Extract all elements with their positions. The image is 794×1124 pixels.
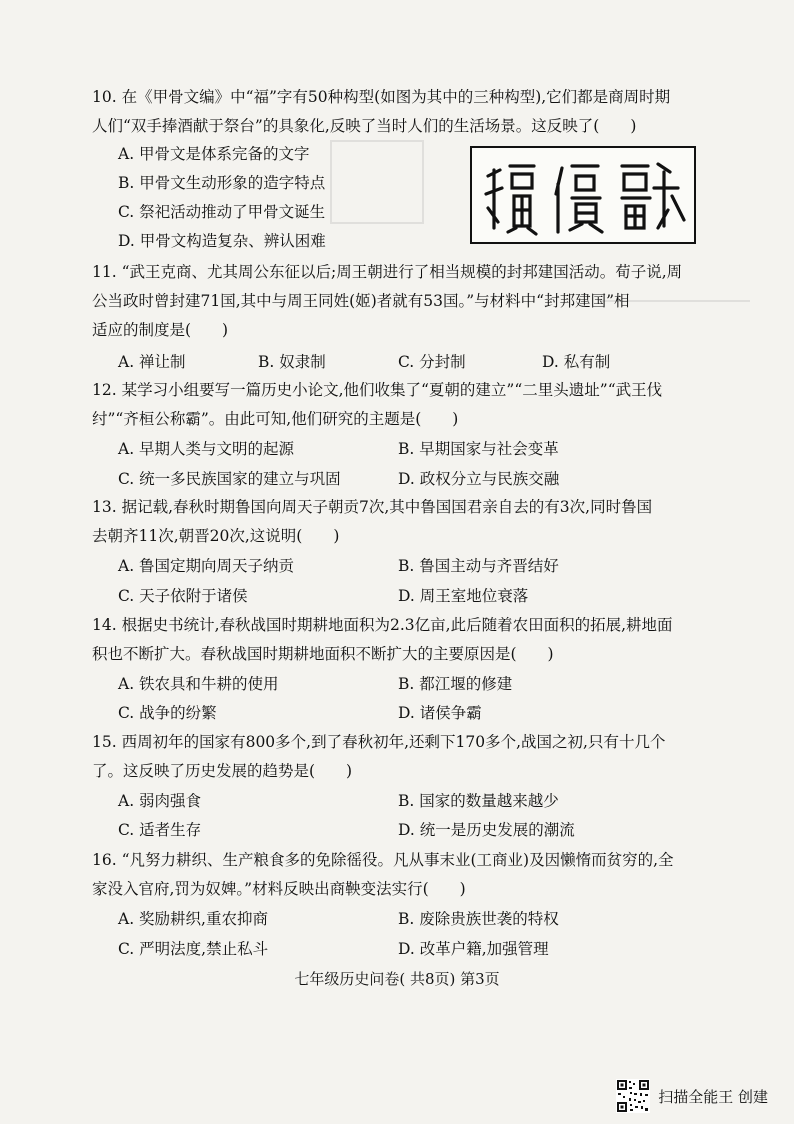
- question-12-stem: [92, 376, 692, 434]
- question-15-stem: [92, 728, 692, 786]
- option-13-b: B. 鲁国主动与齐晋结好: [398, 557, 559, 575]
- stem-line: 14. 根据史书统计,春秋战国时期耕地面积为2.3亿亩,此后随着农田面积的拓展,耕地面: [92, 616, 673, 634]
- stem-line: 家没入官府,罚为奴婢。”材料反映出商鞅变法实行( ): [92, 880, 466, 898]
- option-13-d: D. 周王室地位衰落: [398, 587, 529, 605]
- option-11-a: A. 禅让制: [118, 353, 186, 371]
- option-16-d: D. 改革户籍,加强管理: [398, 940, 549, 958]
- option-13-c: C. 天子依附于诸侯: [118, 587, 248, 605]
- option-10-c: C. 祭祀活动推动了甲骨文诞生: [118, 203, 326, 221]
- option-10-a: A. 甲骨文是体系完备的文字: [118, 145, 310, 163]
- stem-line: 12. 某学习小组要写一篇历史小论文,他们收集了“夏朝的建立”“二里头遗址”“武王伐: [92, 381, 663, 399]
- scanner-watermark: [616, 1076, 768, 1116]
- option-16-c: C. 严明法度,禁止私斗: [118, 940, 269, 958]
- stem-line: 11. “武王克商、尤其周公东征以后;周王朝进行了相当规模的封邦建国活动。荀子说,周: [92, 263, 683, 281]
- scanner-label: 扫描全能王 创建: [658, 1087, 768, 1106]
- stem-line: 人们“双手捧酒献于祭台”的具象化,反映了当时人们的生活场景。这反映了( ): [92, 117, 637, 135]
- option-10-b: B. 甲骨文生动形象的造字特点: [118, 174, 326, 192]
- option-15-b: B. 国家的数量越来越少: [398, 792, 559, 810]
- stem-line: 13. 据记载,春秋时期鲁国向周天子朝贡7次,其中鲁国国君亲自去的有3次,同时鲁国: [92, 498, 653, 516]
- stem-line: 了。这反映了历史发展的趋势是( ): [92, 762, 353, 780]
- stem-line: 16. “凡努力耕织、生产粮食多的免除徭役。凡从事末业(工商业)及因懒惰而贫穷的,全: [92, 851, 674, 869]
- question-11-stem: [92, 258, 692, 345]
- stem-line: 适应的制度是( ): [92, 321, 229, 339]
- option-11-c: C. 分封制: [398, 353, 466, 371]
- question-16-stem: [92, 846, 692, 904]
- option-14-d: D. 诸侯争霸: [398, 704, 482, 722]
- option-14-a: A. 铁农具和牛耕的使用: [118, 675, 279, 693]
- stem-line: 去朝齐11次,朝晋20次,这说明( ): [92, 527, 340, 545]
- option-12-b: B. 早期国家与社会变革: [398, 440, 559, 458]
- option-16-b: B. 废除贵族世袭的特权: [398, 910, 559, 928]
- option-11-b: B. 奴隶制: [258, 353, 326, 371]
- question-13-stem: [92, 493, 692, 551]
- stem-line: 10. 在《甲骨文编》中“福”字有50种构型(如图为其中的三种构型),它们都是商周时期: [92, 88, 671, 106]
- option-16-a: A. 奖励耕织,重农抑商: [118, 910, 268, 928]
- option-15-a: A. 弱肉强食: [118, 792, 202, 810]
- oracle-bone-fu-figure: [470, 146, 696, 244]
- question-10-stem: [92, 83, 692, 141]
- option-14-b: B. 都江堰的修建: [398, 675, 513, 693]
- option-12-d: D. 政权分立与民族交融: [398, 470, 560, 488]
- page-footer: 七年级历史问卷( 共8页) 第3页: [294, 970, 500, 988]
- question-14-stem: [92, 611, 692, 669]
- stem-line: 积也不断扩大。春秋战国时期耕地面积不断扩大的主要原因是( ): [92, 645, 554, 663]
- option-14-c: C. 战争的纷繁: [118, 704, 217, 722]
- option-12-a: A. 早期人类与文明的起源: [118, 440, 295, 458]
- option-12-c: C. 统一多民族国家的建立与巩固: [118, 470, 341, 488]
- option-13-a: A. 鲁国定期向周天子纳贡: [118, 557, 295, 575]
- qr-code-icon: [616, 1079, 650, 1113]
- option-10-d: D. 甲骨文构造复杂、辨认困难: [118, 232, 326, 250]
- option-15-c: C. 适者生存: [118, 821, 202, 839]
- option-11-d: D. 私有制: [542, 353, 611, 371]
- option-15-d: D. 统一是历史发展的潮流: [398, 821, 575, 839]
- stem-line: 15. 西周初年的国家有800多个,到了春秋初年,还剩下170多个,战国之初,只有十几个: [92, 733, 666, 751]
- oracle-bone-glyphs-image: [472, 148, 694, 242]
- stem-line: 纣”“齐桓公称霸”。由此可知,他们研究的主题是( ): [92, 410, 459, 428]
- stem-line: 公当政时曾封建71国,其中与周王同姓(姬)者就有53国。”与材料中“封邦建国”相: [92, 292, 630, 310]
- bleed-through-mark: [330, 140, 424, 224]
